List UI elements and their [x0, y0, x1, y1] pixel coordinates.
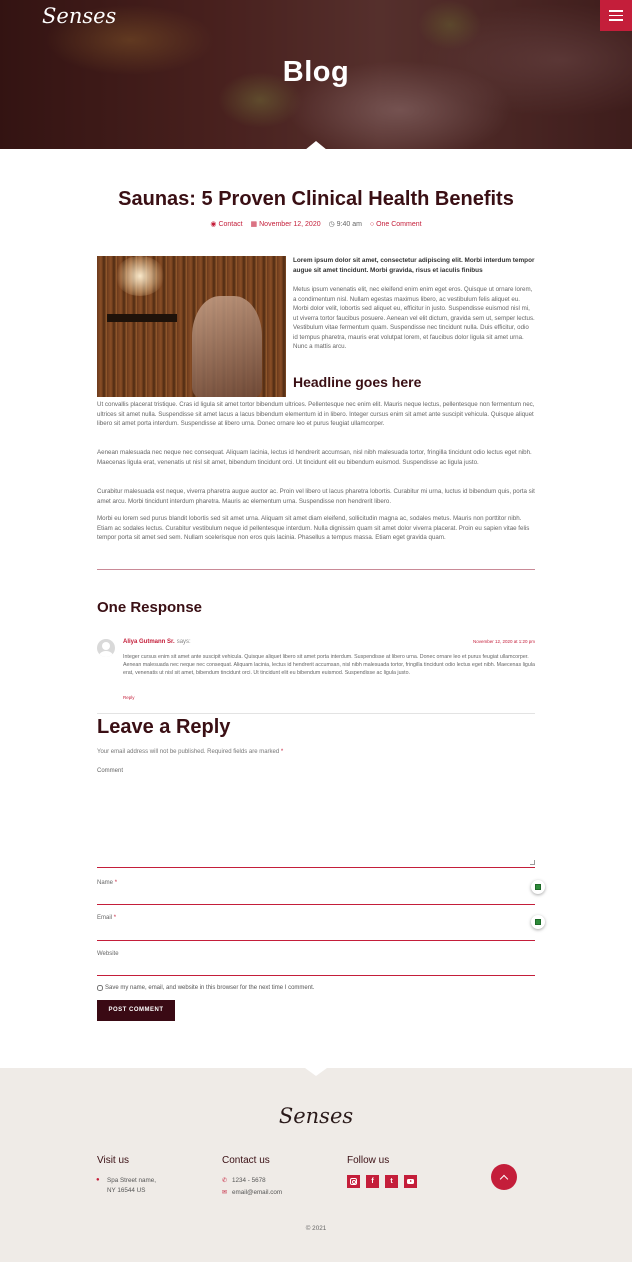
- autofill-icon[interactable]: [531, 880, 545, 894]
- copyright: © 2021: [305, 1225, 327, 1232]
- save-info-row[interactable]: Save my name, email, and website in this browser for the next time I comment.: [97, 985, 314, 991]
- article-paragraph: Curabitur malesuada est neque, viverra pharetra augue auctor ac. Proin vel libero ut lacus pharetra lobortis. Curabitur mi urna, luctus id bibendum quis, porta sit amet arcu. Morbi tincidunt interdum pharetra. Mauris ac elementum urna. Suspendisse non hendrerit libero.: [97, 488, 535, 505]
- article-paragraph: Metus ipsum venenatis elit, nec eleifend enim enim eget eros. Quisque ut ornare lorem, a condimentum nisl. Nullam egestas maximus libero, ac vestibulum felis aliquet eu. Morbi dolor velit, lobortis sed aliquet eu, efficitur in justo. Suspendisse euismod nisl mi, ut viverra tortor faucibus posuere. Aenean vel elit dictum, gravida sem ut, semper lectus. Vestibulum vitae fermentum quam. Suspendisse nec tincidunt nulla. Duis efficitur, odio id tempus pharetra, mauris erat volutpat lorem, et faucibus dolor ligula sit amet urna. Nunc a mattis arcu.: [293, 286, 535, 350]
- article-paragraph: Aenean malesuada nec neque nec consequat. Aliquam lacinia, lectus id hendrerit accumsan, nisl nibh malesuada tortor, fringilla tincidunt odio lectus eget nibh. Maecenas ligula erat, venenatis ut nisl sit amet, bibendum tincidunt orci. Ut tincidunt elit eu bibendum euismod. Suspendisse ac ligula justo.: [97, 449, 532, 466]
- menu-bar-icon: [609, 19, 623, 21]
- email-field[interactable]: [97, 921, 535, 939]
- website-label: Website: [97, 951, 119, 957]
- reply-heading: Leave a Reply: [97, 716, 231, 738]
- article-paragraph: Ut convallis placerat tristique. Cras id ligula sit amet tortor bibendum ultrices. Pellentesque nec enim elit. Mauris neque lectus, pellentesque non fermentum nec, ultrices sit amet nulla. Suspendisse sit amet lacus a lacus bibendum elementum id in libero. Integer cursus enim sit amet ante suscipit vehicula. Quisque aliquet libero sit amet porta interdum. Suspendisse at libero urna. Donec ornare leo et purus feugiat ullamcorper.: [97, 401, 535, 427]
- name-field[interactable]: [97, 886, 535, 904]
- avatar: [97, 639, 115, 657]
- menu-bar-icon: [609, 15, 623, 17]
- shelf: [107, 314, 177, 322]
- post-comment-button[interactable]: POST COMMENT: [97, 1000, 175, 1021]
- form-notes: Your email address will not be published. Required fields are marked *: [97, 749, 284, 755]
- meta-time: ◷ 9:40 am: [328, 221, 362, 228]
- youtube-icon[interactable]: [404, 1175, 417, 1188]
- chevron-up-icon: [500, 1174, 508, 1182]
- twitter-icon[interactable]: t: [385, 1175, 398, 1188]
- comments-divider: [97, 713, 535, 714]
- article-image: [97, 256, 286, 397]
- user-icon: ◉: [210, 221, 217, 228]
- article-headline: Headline goes here: [293, 374, 422, 390]
- facebook-icon[interactable]: f: [366, 1175, 379, 1188]
- footer-logo[interactable]: Senses: [278, 1104, 354, 1128]
- address-line: Spa Street name,: [107, 1177, 157, 1184]
- autofill-icon[interactable]: [531, 915, 545, 929]
- post-title: Saunas: 5 Proven Clinical Health Benefits: [118, 188, 514, 210]
- meta-comments[interactable]: ○ One Comment: [369, 221, 422, 228]
- comments-heading: One Response: [97, 599, 203, 616]
- article-divider: [97, 569, 535, 570]
- follow-title: Follow us: [347, 1155, 390, 1166]
- comment-text: Integer cursus enim sit amet ante suscipit vehicula. Quisque aliquet libero sit amet porta interdum. Suspendisse at libero urna. Donec ornare leo et purus feugiat ullamcorper. Aenean malesuada nec neque nec consequat. Aliquam lacinia, lectus id hendrerit accumsan, nisl nibh malesuada tortor, fringilla tincidunt odio lectus eget nibh. Maecenas ligula erat, venenatis ut nisl sit amet, bibendum tincidunt orci. Ut tincidunt elit eu bibendum euismod. Suspendisse ac ligula justo.: [123, 654, 535, 676]
- address-line: NY 16544 US: [107, 1187, 146, 1194]
- site-logo[interactable]: Senses: [42, 4, 117, 28]
- visit-title: Visit us: [97, 1155, 130, 1166]
- contact-title: Contact us: [222, 1155, 270, 1166]
- article-paragraph: Morbi eu lorem sed purus blandit lobortis sed sit amet urna. Aliquam sit amet diam eleifend, sollicitudin magna ac, sodales metus. Mauris non porttitor nibh. Etiam ac sodales lectus. Curabitur vestibulum neque id pellentesque interdum. Nulla dignissim quam sit amet dolor viverra placerat. Proin eu sapien vitae felis tempor porta sit amet sed sem. Nullam scelerisque non eros quis lacinia. Phasellus a tempus massa. Etiam eget gravida quam.: [97, 515, 530, 541]
- email-label: Email *: [97, 915, 117, 921]
- phone-link[interactable]: 1234 - 5678: [232, 1177, 266, 1184]
- calendar-icon: ▦: [250, 221, 258, 228]
- location-pin-icon: ●: [96, 1177, 100, 1183]
- figure: [192, 296, 262, 397]
- website-underline: [97, 975, 535, 976]
- lamp-glow: [115, 256, 165, 296]
- save-info-checkbox[interactable]: [97, 985, 103, 991]
- mail-icon: ✉: [222, 1190, 228, 1196]
- phone-icon: ✆: [222, 1178, 228, 1184]
- comment-label: Comment: [97, 768, 124, 774]
- instagram-icon[interactable]: [347, 1175, 360, 1188]
- comment-icon: ○: [369, 221, 375, 228]
- intro-paragraph: Lorem ipsum dolor sit amet, consectetur adipiscing elit. Morbi interdum tempor augue sit amet tincidunt. Morbi gravida, risus et iaculis finibus: [293, 257, 535, 274]
- resize-handle[interactable]: [530, 860, 535, 865]
- footer: [0, 1068, 632, 1262]
- email-link[interactable]: email@email.com: [232, 1189, 283, 1196]
- name-underline: [97, 904, 535, 905]
- post-meta: [0, 220, 632, 228]
- menu-bar-icon: [609, 10, 623, 12]
- meta-date[interactable]: ▦ November 12, 2020: [250, 221, 321, 228]
- back-to-top-button[interactable]: [491, 1164, 517, 1190]
- hamburger-menu-button[interactable]: [600, 0, 632, 31]
- comment-date[interactable]: November 12, 2020 at 1:20 pm: [472, 639, 535, 644]
- hero-banner: [0, 0, 632, 149]
- comment-textarea[interactable]: [97, 779, 535, 865]
- footer-notch: [305, 1068, 327, 1076]
- clock-icon: ◷: [328, 221, 335, 228]
- meta-author[interactable]: ◉ Contact: [210, 221, 243, 228]
- website-field[interactable]: [97, 957, 535, 975]
- page-title: Blog: [282, 56, 350, 88]
- email-underline: [97, 940, 535, 941]
- comment-reply-link[interactable]: Reply: [123, 695, 135, 700]
- name-label: Name *: [97, 880, 118, 886]
- hero-notch: [305, 141, 327, 150]
- comment-author[interactable]: Aliya Gutmann Sr. says:: [123, 639, 191, 645]
- comment-underline: [97, 867, 535, 868]
